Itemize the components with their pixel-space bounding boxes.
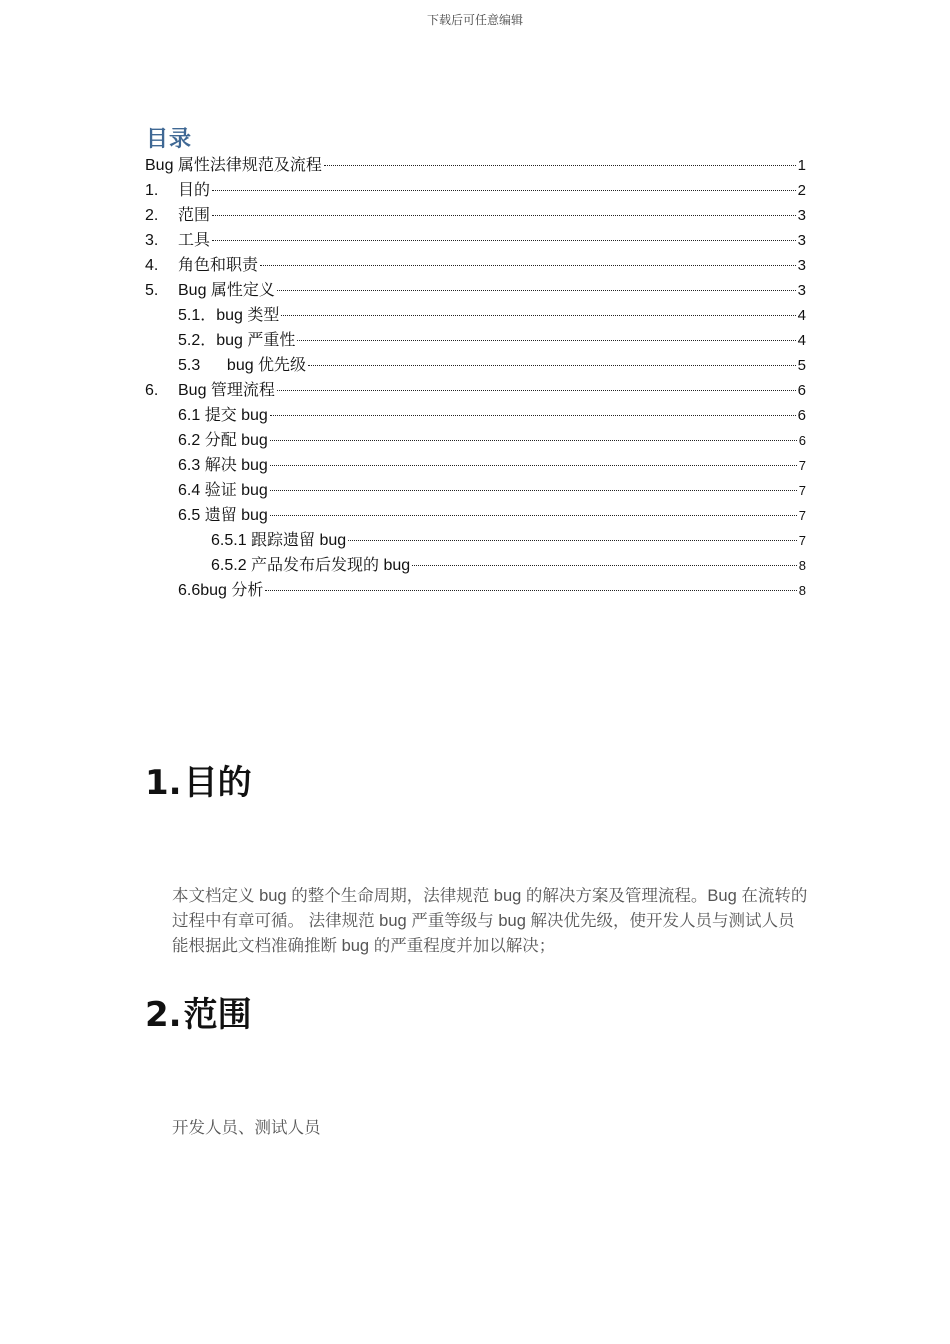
toc-entry[interactable] [145,553,806,578]
toc-entry-text: 6.2 分配 bug [178,432,268,449]
section-heading-purpose [145,755,252,804]
toc-entry-number: 5. [145,282,159,299]
toc-title: 目录 [146,127,193,152]
toc-entry-text: 6.5.2 产品发布后发现的 bug [211,557,411,574]
toc-entry-page: 1 [797,157,806,174]
toc-entry[interactable] [145,303,806,328]
toc-entry[interactable] [145,353,806,378]
toc-dot-leader [324,165,796,166]
section-heading-scope [145,987,252,1036]
toc-dot-leader [212,215,796,216]
toc-entry-page: 7 [798,458,806,473]
toc-entry[interactable] [145,253,806,278]
toc-dot-leader [260,265,796,266]
toc-entry[interactable] [145,503,806,528]
toc-entry-page: 7 [798,483,806,498]
toc-entry[interactable] [145,328,806,353]
toc-entry-text: 6.5.1 跟踪遗留 bug [211,532,347,549]
toc-dot-leader [297,340,795,341]
toc-entry[interactable] [145,403,806,428]
toc-entry-page: 4 [797,307,806,324]
toc-entry-page: 8 [798,583,806,598]
toc-entry-page: 5 [797,357,806,374]
toc-entry[interactable] [145,153,806,178]
toc-dot-leader [270,465,797,466]
toc-entry[interactable] [145,203,806,228]
toc-entry-page: 6 [798,433,806,448]
toc-entry[interactable] [145,278,806,303]
toc-entry[interactable] [145,228,806,253]
toc-entry-page: 6 [797,382,806,399]
page-header-note: 下载后可任意编辑 [426,13,523,27]
toc-dot-leader [308,365,796,366]
toc-entry[interactable] [145,453,806,478]
toc-dot-leader [412,565,797,566]
toc-dot-leader [270,440,797,441]
toc-entry-page: 8 [798,558,806,573]
toc-dot-leader [281,315,795,316]
toc-entry-page: 4 [797,332,806,349]
toc-entry[interactable] [145,378,806,403]
section-body-purpose: 本文档定义 bug 的整个生命周期，法律规范 bug 的解决方案及管理流程。Bug 在流转的过程中有章可循。 法律规范 bug 严重等级与 bug 解决优先级，使开发人员与测试人员能根据此文档准确推断 bug 的严重程度并加以解决； [172,887,808,955]
section-body-scope: 开发人员、测试人员 [172,1119,321,1137]
section-number: 1. [145,763,182,803]
toc-entry-page: 3 [797,207,806,224]
toc-entry-page: 6 [797,407,806,424]
toc-entry-text: Bug 属性定义 [178,282,275,299]
toc-entry-page: 3 [797,257,806,274]
toc-entry-text: 5.1．bug 类型 [178,307,280,324]
toc-entry-text: Bug 管理流程 [178,382,275,399]
toc-dot-leader [212,190,796,191]
toc-dot-leader [277,390,796,391]
toc-entry-text: 6.3 解决 bug [178,457,268,474]
toc-dot-leader [270,490,797,491]
section-title: 范围 [183,995,252,1035]
toc-dot-leader [212,240,796,241]
toc-entry[interactable] [145,478,806,503]
section-number: 2. [145,995,182,1035]
toc-entry-page: 3 [797,232,806,249]
toc-entry-text: 5.2．bug 严重性 [178,332,296,349]
toc-entry-number: 2. [145,207,159,224]
toc-dot-leader [270,515,797,516]
section-title: 目的 [183,763,252,803]
toc-entry-text: 6.5 遗留 bug [178,507,268,524]
toc-dot-leader [270,415,796,416]
toc-entry-number: 3. [145,232,159,249]
toc-entry-text: 6.1 提交 bug [178,407,268,424]
toc-entry-number: 6. [145,382,159,399]
toc-entry[interactable] [145,528,806,553]
toc-dot-leader [348,540,797,541]
toc-dot-leader [265,590,796,591]
toc-entry[interactable] [145,578,806,603]
toc-entry-text: Bug 属性法律规范及流程 [145,157,322,174]
toc-dot-leader [277,290,796,291]
toc-entry-page: 7 [798,508,806,523]
toc-entry-text: 目的 [178,182,211,199]
table-of-contents [145,153,806,603]
toc-entry-page: 2 [797,182,806,199]
toc-entry-number: 1. [145,182,159,199]
toc-entry[interactable] [145,428,806,453]
toc-entry-text: 角色和职责 [178,257,259,274]
toc-entry-text: 范围 [178,207,211,224]
toc-entry-text: 工具 [178,232,211,249]
toc-entry-page: 3 [797,282,806,299]
toc-entry-text: 5.3 bug 优先级 [178,357,307,374]
toc-entry-page: 7 [798,533,806,548]
toc-entry-text: 6.4 验证 bug [178,482,268,499]
toc-entry[interactable] [145,178,806,203]
toc-entry-number: 4. [145,257,159,274]
toc-entry-text: 6.6bug 分析 [178,582,264,599]
